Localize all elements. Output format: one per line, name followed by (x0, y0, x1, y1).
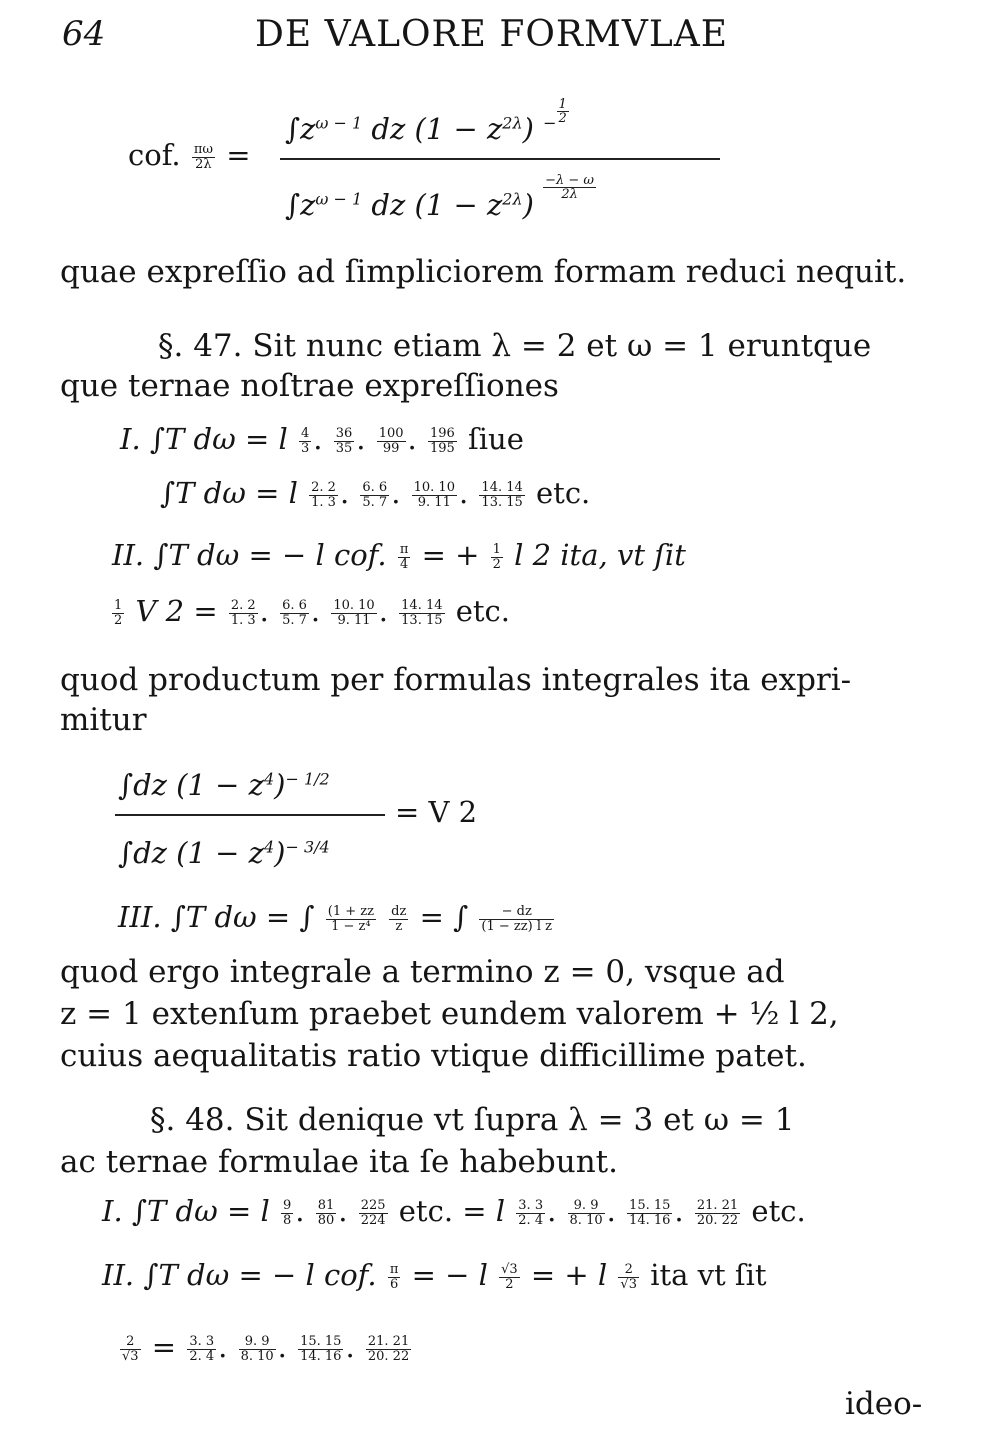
eq2-denominator: ∫dz $(1 - z^4)^{- 3/4}$ (118, 836, 330, 870)
sec47-line1: §. 47. Sit nunc etiam λ = 2 et ω = 1 eruntque (158, 328, 872, 364)
page-number: 64 (62, 14, 106, 54)
eq1-denominator: $\int z^{\omega - 1}$ dz $(1 - z^{2\lambda})$ $\frac{-\lambda - \omega}{2\lambda}$ (285, 173, 595, 222)
eq2-fraction-bar (115, 814, 385, 816)
sec48-line2: ac ternae formulae ita ſe habebunt. (60, 1144, 618, 1180)
text-quod1-line2: mitur (60, 702, 147, 738)
eq2-rhs: = V 2 (395, 795, 478, 829)
eq1-lhs: cof. $\frac{\pi\omega}{2\lambda}$ = (128, 138, 251, 172)
eq1-numerator: $\int z^{\omega - 1}$ dz $(1 - z^{2\lambda})$ − $\frac{1}{2}$ (285, 97, 567, 146)
running-title: DE VALORE FORMVLAE (255, 14, 729, 55)
text-quae: quae expreſſio ad ſimpliciorem formam reduci nequit. (60, 254, 907, 290)
catchword: ideo- (845, 1386, 923, 1422)
eq2-numerator: ∫dz $(1 - z^4)^{- 1/2}$ (118, 768, 330, 802)
eq-II-47a: II. ∫T dω = − l cof. $\frac{\pi}{4}$ = + $\frac{1}{2}$ l 2 ita, vt ſit (112, 538, 686, 572)
text-quod2-line1: quod ergo integrale a termino z = 0, vsque ad (60, 954, 785, 990)
eq1-fraction-bar (280, 158, 720, 160)
eq-I-48: I. ∫T dω = l $\frac{9}{8}$ . $\frac{81}{80}$ . $\frac{225}{224}$ etc. = l $\frac{3. 3}{2. 4}$ . $\frac{9. 9}{8. 10}$ . $\frac{15. 15}{14. 16}$ . $\frac{21. 21}{20. 22}$ etc. (102, 1194, 806, 1228)
eq-III-47: III. ∫T dω = ∫ $\frac{(1 + zz}{\text{1 − z⁴}}$ $\frac{dz}{z}$ = ∫ $\frac{- dz}{\text{(1 − zz) l z}}$ (118, 900, 552, 934)
eq-II-48: II. ∫T dω = − l cof. $\frac{\pi}{6}$ = − l $\frac{√3}{2}$ = + l $\frac{2}{√3}$ ita vt ſit (102, 1258, 767, 1292)
sec48-line1: §. 48. Sit denique vt ſupra λ = 3 et ω = 1 (150, 1102, 795, 1138)
text-quod1-line1: quod productum per formulas integrales ita expri- (60, 662, 852, 698)
eq-I-47b: ∫T dω = l $\frac{2. 2}{1. 3}$ . $\frac{6. 6}{5. 7}$ . $\frac{10. 10}{9. 11}$ . $\frac{14. 14}{13. 15}$ etc. (160, 476, 591, 510)
sec47-line2: que ternae noſtrae expreſſiones (60, 368, 559, 404)
eq-II-47b: $\frac{1}{2}$ V 2 = $\frac{2. 2}{1. 3}$ . $\frac{6. 6}{5. 7}$ . $\frac{10. 10}{9. 11}$ . $\frac{14. 14}{13. 15}$ etc. (114, 594, 511, 628)
eq-last-product: $\frac{2}{√3}$ = $\frac{3. 3}{2. 4}$ . $\frac{9. 9}{8. 10}$ . $\frac{15. 15}{14. 16}$ . $\frac{21. 21}{20. 22}$ (122, 1330, 410, 1364)
text-quod2-line2: z = 1 extenſum praebet eundem valorem + ½ l 2, (60, 996, 839, 1032)
eq-I-47a: I. ∫T dω = l $\frac{4}{3}$ . $\frac{36}{35}$ . $\frac{100}{99}$ . $\frac{196}{195}$ ſiue (120, 422, 524, 456)
text-quod2-line3: cuius aequalitatis ratio vtique difficillime patet. (60, 1038, 807, 1074)
